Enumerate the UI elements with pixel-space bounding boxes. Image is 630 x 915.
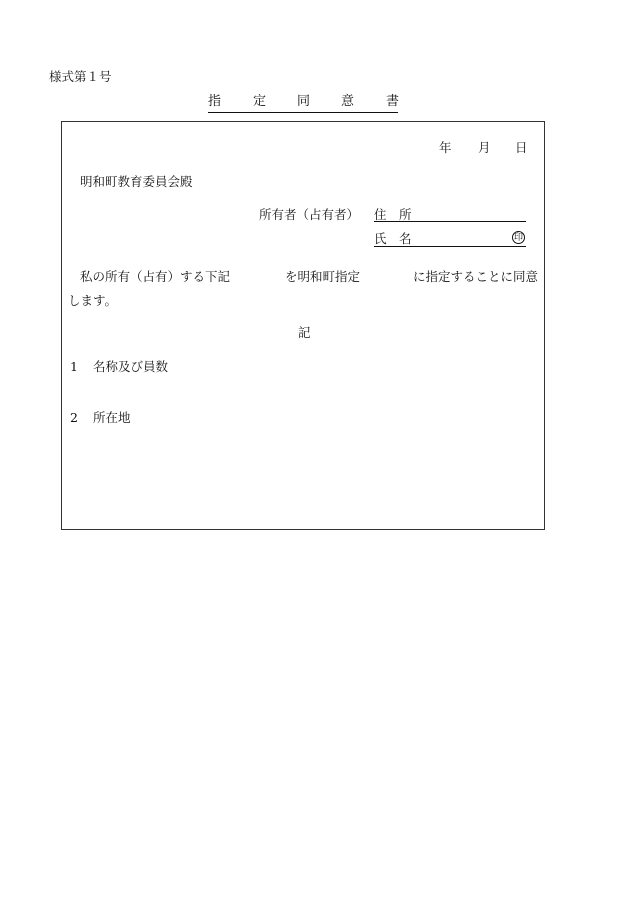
addressee: 明和町教育委員会殿 [80, 174, 193, 189]
consent-text-part2: を明和町指定 [285, 269, 361, 284]
ki-heading: 記 [298, 325, 311, 340]
title-char: 指 [208, 94, 222, 109]
name-line [374, 246, 526, 247]
seal-mark: 印 [513, 233, 523, 243]
item-label: 名称及び員数 [93, 359, 169, 374]
consent-text-part3: に指定することに同意 [413, 269, 539, 284]
title-char: 書 [386, 94, 400, 109]
address-label: 住 所 [374, 207, 412, 222]
item-label: 所在地 [93, 410, 131, 425]
title-char: 意 [341, 94, 355, 109]
item-number: 2 [70, 410, 78, 425]
name-label: 氏 名 [374, 231, 412, 246]
document-title [208, 94, 398, 113]
title-char: 定 [253, 94, 267, 109]
address-line [374, 221, 526, 222]
title-char: 同 [297, 94, 311, 109]
date-day: 日 [515, 140, 528, 155]
date-month: 月 [478, 140, 491, 155]
date-year: 年 [439, 140, 452, 155]
owner-label: 所有者（占有者） [259, 207, 360, 222]
form-number: 様式第１号 [49, 69, 112, 84]
item-number: 1 [70, 359, 78, 374]
consent-text-line2: します。 [68, 293, 118, 308]
consent-text-part1: 私の所有（占有）する下記 [80, 269, 231, 284]
